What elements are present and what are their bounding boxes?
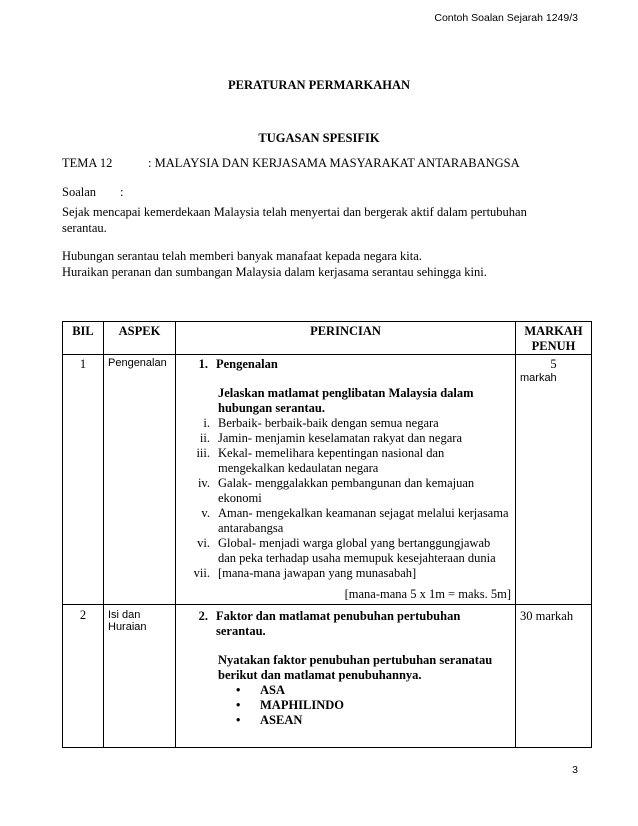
row1-markah — [516, 355, 592, 605]
marking-table — [62, 321, 592, 748]
list-item-text: ASEAN — [260, 713, 303, 727]
list-item-text: MAPHILINDO — [260, 698, 345, 712]
row2-heading-text: Faktor dan matlamat penubuhan pertubuhan serantau. — [216, 609, 461, 638]
row1-marks-note: [mana-mana 5 x 1m = maks. 5m] — [344, 587, 511, 601]
question-para1-line2: serantau. — [62, 221, 107, 235]
row1-heading — [180, 357, 511, 372]
sub-title: TUGASAN SPESIFIK — [258, 131, 380, 145]
list-item — [180, 431, 511, 446]
table-row — [63, 605, 592, 748]
question-label: Soalan — [62, 185, 97, 199]
main-title: PERATURAN PERMARKAHAN — [227, 78, 411, 92]
header-markah: MARKAH PENUH — [516, 322, 592, 355]
list-item-text: Aman- mengekalkan keamanan sejagat melalui kerjasama antarabangsa — [218, 506, 509, 535]
row2-bil: 2 — [63, 605, 104, 748]
row1-question — [180, 386, 511, 416]
row2-aspek-line2: Huraian — [108, 621, 147, 633]
document-header-ref: Contoh Soalan Sejarah 1249/3 — [434, 12, 578, 24]
row2-heading-number: 2. — [198, 609, 208, 623]
list-item-number: vii. — [193, 566, 210, 580]
list-item-number: iii. — [196, 446, 210, 460]
page-number: 3 — [572, 764, 578, 776]
list-item — [236, 698, 511, 713]
list-item — [180, 566, 511, 581]
question-para2-line2: Huraikan peranan dan sumbangan Malaysia dalam kerjasama serantau sehingga kini. — [62, 265, 487, 279]
row1-question-text: Jelaskan matlamat penglibatan Malaysia dalam hubungan serantau. — [218, 386, 474, 415]
header-aspek: ASPEK — [104, 322, 176, 355]
bullet-dot-icon: • — [236, 713, 241, 727]
table-header-row — [63, 322, 592, 355]
header-bil: BIL — [63, 322, 104, 355]
row1-aspek: Pengenalan — [104, 355, 176, 605]
row2-markah: 30 markah — [516, 605, 592, 748]
question-label-line — [62, 185, 124, 200]
row2-question-text: Nyatakan faktor penubuhan pertubuhan seranatau berikut dan matlamat penubuhannya. — [218, 653, 493, 682]
row1-heading-text: Pengenalan — [216, 357, 278, 371]
question-colon: : — [120, 185, 124, 199]
list-item — [180, 416, 511, 431]
list-item-text: Jamin- menjamin keselamatan rakyat dan negara — [218, 431, 462, 445]
row1-markah-number: 5 — [550, 357, 557, 371]
list-item — [236, 683, 511, 698]
row2-question — [180, 653, 511, 683]
theme-code: TEMA 12 — [62, 156, 113, 170]
list-item — [180, 536, 511, 566]
list-item-text: Galak- menggalakkan pembangunan dan kemajuan ekonomi — [218, 476, 475, 505]
row2-aspek-line1: Isi dan — [108, 609, 141, 621]
list-item-number: ii. — [199, 431, 210, 445]
row2-perincian — [176, 605, 516, 748]
row1-heading-number: 1. — [198, 357, 208, 371]
list-item-number: vi. — [197, 536, 210, 550]
list-item-text: Global- menjadi warga global yang bertanggungjawab dan peka terhadap usaha memupuk kesejahteraan dunia — [218, 536, 496, 565]
row1-bil: 1 — [63, 355, 104, 605]
list-item-text: [mana-mana jawapan yang munasabah] — [218, 566, 417, 580]
row2-aspek — [104, 605, 176, 748]
table-row — [63, 355, 592, 605]
list-item-number: v. — [201, 506, 210, 520]
bullet-dot-icon: • — [236, 683, 241, 697]
row2-heading — [180, 609, 511, 639]
list-item-text: Kekal- memelihara kepentingan nasional dan mengekalkan kedaulatan negara — [218, 446, 445, 475]
list-item — [236, 713, 511, 728]
row1-markah-unit: markah — [520, 372, 557, 384]
bullet-dot-icon: • — [236, 698, 241, 712]
row1-perincian — [176, 355, 516, 605]
list-item-text: Berbaik- berbaik-baik dengan semua negara — [218, 416, 439, 430]
list-item — [180, 446, 511, 476]
theme-text: : MALAYSIA DAN KERJASAMA MASYARAKAT ANTARABANGSA — [148, 156, 520, 170]
question-para1-line1: Sejak mencapai kemerdekaan Malaysia telah menyertai dan bergerak aktif dalam pertubuhan — [62, 205, 527, 219]
list-item-number: iv. — [197, 476, 210, 490]
list-item-number: i. — [203, 416, 210, 430]
list-item-text: ASA — [260, 683, 286, 697]
question-para2-line1: Hubungan serantau telah memberi banyak manafaat kepada negara kita. — [62, 249, 422, 263]
row2-bullet-list — [180, 683, 511, 728]
header-perincian: PERINCIAN — [176, 322, 516, 355]
theme-line — [62, 156, 520, 171]
list-item — [180, 476, 511, 506]
list-item — [180, 506, 511, 536]
